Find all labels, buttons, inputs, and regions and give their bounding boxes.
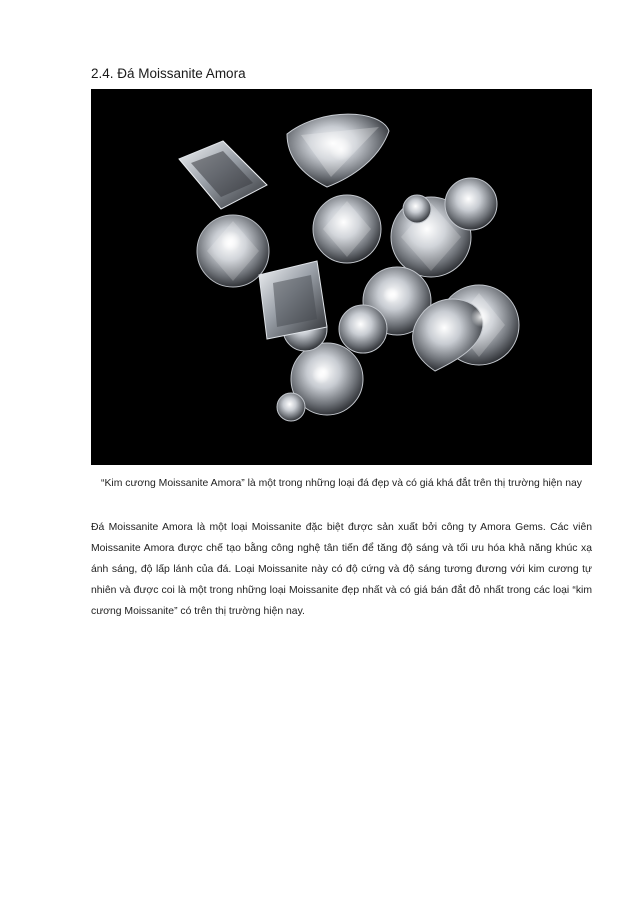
moissanite-gems-photo [91, 89, 592, 465]
square-cut-gem [259, 261, 327, 339]
section-heading: 2.4. Đá Moissanite Amora [91, 66, 246, 81]
round-gem [197, 215, 269, 287]
body-paragraph: Đá Moissanite Amora là một loại Moissanite đặc biệt được sản xuất bởi công ty Amora Gems. Các viên Moissanite Amora được chế tạo bằng công nghệ tân tiến để tăng độ sáng và tối ưu hóa khả năng khúc xạ ánh sáng, độ lấp lánh của đá. Loại Moissanite này có độ cứng và độ sáng tương đương với kim cương tự nhiên và được coi là một trong những loại Moissanite đẹp nhất và có giá bán đắt đỏ nhất trong các loại “kim cương Moissanite” có trên thị trường hiện nay. [91, 522, 592, 617]
figure-caption: “Kim cương Moissanite Amora” là một trong những loại đá đẹp và có giá khá đắt trên thị trường hiện nay [101, 478, 582, 489]
round-gem [445, 178, 497, 230]
round-gem [277, 393, 305, 421]
round-gem [313, 195, 381, 263]
round-gem [403, 195, 431, 223]
round-gem [339, 305, 387, 353]
